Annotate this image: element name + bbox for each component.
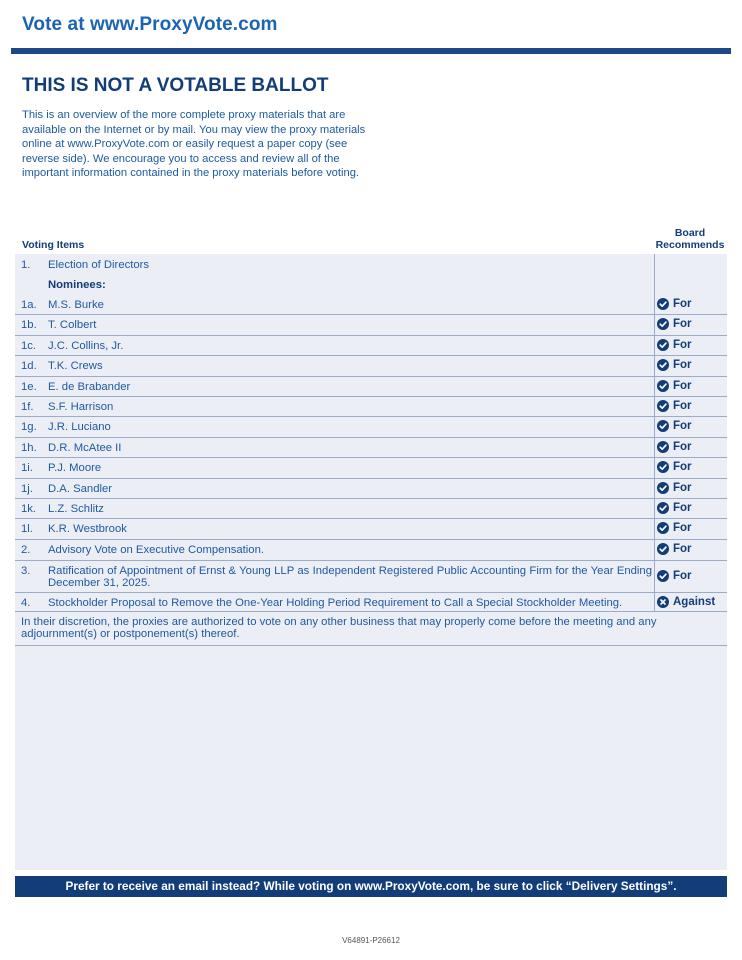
discretion-text: In their discretion, the proxies are authorized to vote on any other business that may properly come before the meeting and any adjournment(s) or postponement(s) thereof. [21,616,657,640]
recommendation-label: For [673,440,692,453]
board-recommendation [657,420,692,432]
nominee-row [15,438,727,458]
item-text: L.Z. Schlitz [48,503,104,515]
check-circle-icon [657,420,669,432]
recommendation-label: For [673,318,692,331]
recommendation-label: For [673,502,692,514]
discretion-row [15,612,727,646]
nominee-row [15,336,727,356]
board-recommendation [657,570,692,582]
item-text: P.J. Moore [48,462,102,475]
intro-paragraph: This is an overview of the more complete proxy materials that are available on the Internet or by mail. You may view the proxy materials online at www.ProxyVote.com or easily request a paper copy (see reverse side). We encourage you to access and review all of the important information contained in the proxy materials before voting. [22,109,366,180]
board-recommendation [657,502,692,514]
item-text: S.F. Harrison [48,401,114,413]
check-circle-icon [657,461,669,473]
item-text: Election of Directors [48,259,150,271]
board-recommendation [657,522,692,534]
recommendation-label: For [673,298,692,310]
nominee-row [15,295,727,315]
item-number: 1. [21,259,31,271]
board-recommendation [657,441,692,453]
item-text: Stockholder Proposal to Remove the One-Year Holding Period Requirement to Call a Special Stockholder Meeting. [48,597,623,609]
board-header-line1: Board [674,227,706,239]
nominee-row [15,458,727,478]
voting-items-header: Voting Items [22,239,85,251]
nominees-label-row [15,275,727,295]
item-number: 1h. [21,441,37,454]
board-recommendation [657,482,692,494]
nominee-row [15,377,727,397]
footer-banner: Prefer to receive an email instead? While voting on www.ProxyVote.com, be sure to click “Delivery Settings”. [15,876,727,897]
board-recommendation [657,461,692,473]
x-circle-icon [657,596,669,608]
item-text: J.R. Luciano [48,421,111,434]
nominee-row [15,397,727,417]
item-text: Advisory Vote on Executive Compensation. [48,544,265,556]
nominees-label: Nominees: [48,279,106,291]
item-number: 1d. [21,360,37,373]
nominee-row [15,356,727,376]
nominee-row [15,315,727,335]
check-circle-icon [657,298,669,310]
nominee-row [15,499,727,519]
item-number: 1j. [21,482,33,495]
recommendation-label: For [673,522,692,535]
check-circle-icon [657,359,669,371]
check-circle-icon [657,441,669,453]
item-text: T. Colbert [48,319,97,332]
proposal-row [15,540,727,561]
proposal-row [15,593,727,612]
site-header: Vote at www.ProxyVote.com [22,14,278,35]
election-row [15,254,727,275]
board-recommendation [657,359,692,371]
nominee-row [15,519,727,539]
item-number: 1c. [21,339,37,352]
recommendation-label: For [673,481,692,494]
board-header-line2: Recommends [655,238,725,251]
recommendation-label: For [673,359,692,372]
item-number: 4. [21,597,31,609]
check-circle-icon [657,570,669,582]
item-text: E. de Brabander [48,380,131,393]
item-text: M.S. Burke [48,299,104,311]
board-recommendation [657,380,692,392]
recommendation-label: For [673,400,692,412]
item-number: 1f. [21,401,34,413]
check-circle-icon [657,400,669,412]
item-text: T.K. Crews [48,360,103,373]
item-number: 2. [21,544,31,556]
check-circle-icon [657,522,669,534]
check-circle-icon [657,502,669,514]
recommendation-label: For [673,461,692,474]
recommendation-label: For [673,379,692,392]
voting-table [15,254,727,870]
check-circle-icon [657,380,669,392]
page-title: THIS IS NOT A VOTABLE BALLOT [22,75,329,96]
item-number: 1e. [21,380,37,393]
item-number: 1k. [21,503,37,515]
item-number: 1i. [21,462,33,475]
document-code: V64891-P26612 [342,936,400,945]
item-number: 1l. [21,523,33,536]
item-text: Ratification of Appointment of Ernst & Young LLP as Independent Registered Public Accounting Firm for the Year Ending December 31, 2025. [48,565,652,589]
recommendation-label: Against [673,596,716,608]
board-recommendation [657,298,692,310]
check-circle-icon [657,339,669,351]
recommendation-label: For [673,420,692,433]
board-recommendation [657,596,715,608]
header-rule [11,48,731,54]
item-text: D.R. McAtee II [48,441,122,454]
recommendation-label: For [673,543,692,555]
item-text: J.C. Collins, Jr. [48,339,124,352]
recommendation-label: For [673,338,692,351]
recommendation-label: For [673,570,692,582]
item-text: K.R. Westbrook [48,523,127,536]
item-number: 1b. [21,319,37,332]
item-number: 3. [21,565,31,577]
board-recommendation [657,543,692,555]
nominee-row [15,479,727,499]
board-recommends-header [654,228,726,251]
proposal-row [15,561,727,593]
board-recommendation [657,339,692,351]
board-recommendation [657,318,692,330]
check-circle-icon [657,482,669,494]
nominee-row [15,417,727,437]
item-text: D.A. Sandler [48,482,113,495]
item-number: 1a. [21,299,37,311]
board-recommendation [657,400,692,412]
item-number: 1g. [21,421,37,434]
check-circle-icon [657,318,669,330]
check-circle-icon [657,543,669,555]
